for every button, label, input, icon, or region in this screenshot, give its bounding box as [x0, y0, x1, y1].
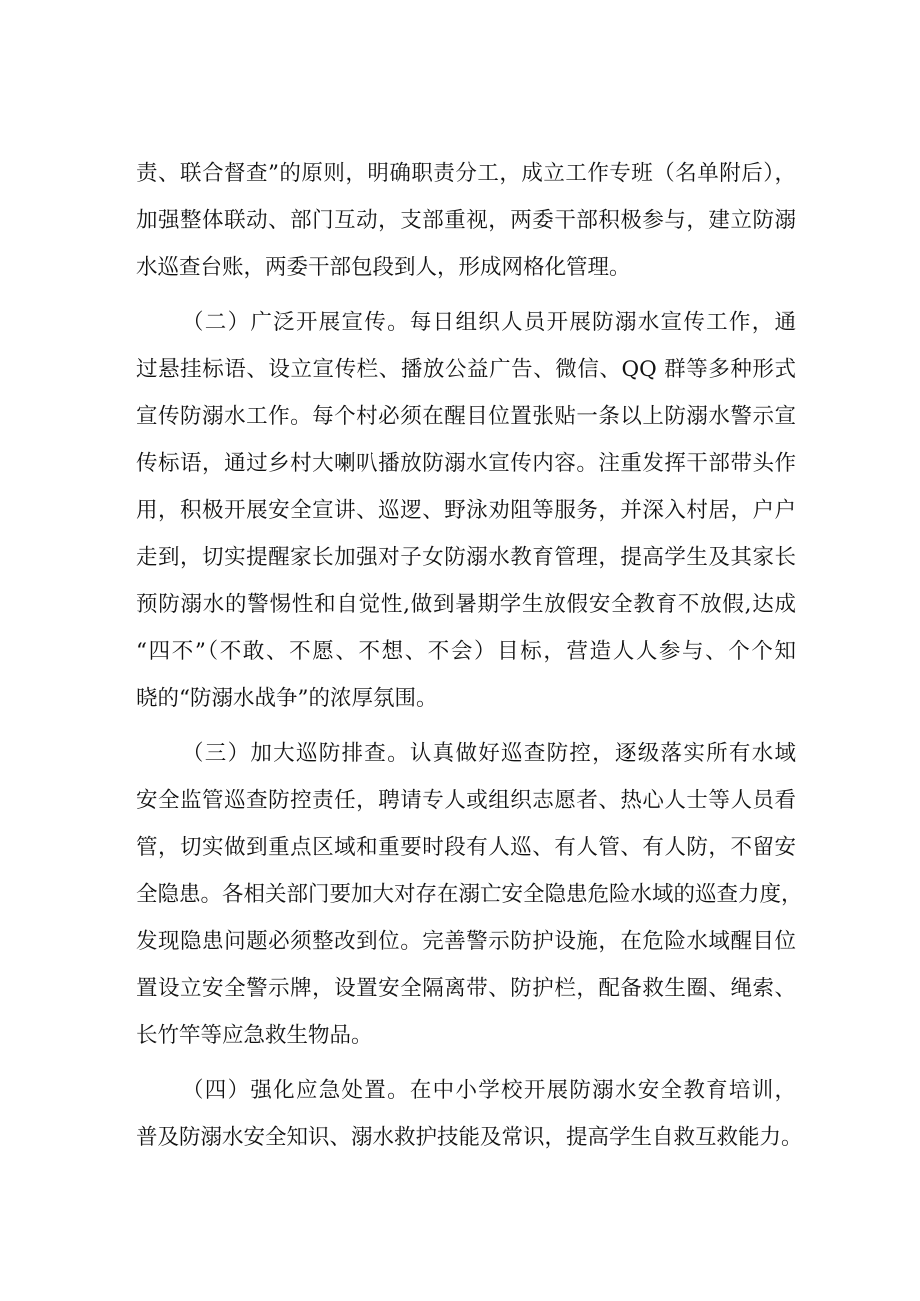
- paragraph-line: 全隐患。各相关部门要加大对存在溺亡安全隐患危险水域的巡查力度，: [136, 882, 803, 907]
- paragraph-line: 责、联合督查”的原则，明确职责分工，成立工作专班（名单附后），: [136, 161, 796, 186]
- paragraph-gap: [136, 291, 796, 299]
- paragraph-3: [136, 730, 803, 1059]
- paragraph-line: 预防溺水的警惕性和自觉性,做到暑期学生放假安全教育不放假,达成: [136, 592, 796, 617]
- paragraph-line: 长竹竿等应急救生物品。: [136, 1023, 373, 1048]
- paragraph-gap: [136, 1059, 796, 1067]
- paragraph-line: 发现隐患问题必须整改到位。完善警示防护设施，在危险水域醒目位: [136, 929, 796, 954]
- paragraph-line: 普及防溺水安全知识、溺水救护技能及常识，提高学生自救互救能力。: [136, 1125, 803, 1150]
- paragraph-line: 安全监管巡查防控责任，聘请专人或组织志愿者、热心人士等人员看: [136, 788, 796, 813]
- paragraph-line: 宣传防溺水工作。每个村必须在醒目位置张贴一条以上防溺水警示宣: [136, 404, 796, 429]
- paragraph-line: （四）强化应急处置。在中小学校开展防溺水安全教育培训，: [182, 1078, 796, 1103]
- paragraph-line: 用，积极开展安全宣讲、巡逻、野泳劝阻等服务，并深入村居，户户: [136, 498, 796, 523]
- paragraph-line: （二）广泛开展宣传。每日组织人员开展防溺水宣传工作，通: [182, 310, 796, 335]
- paragraph-line: （三）加大巡防排查。认真做好巡查防控，逐级落实所有水域: [182, 741, 796, 766]
- paragraph-line: 晓的“防溺水战争”的浓厚氛围。: [136, 686, 438, 711]
- paragraph-line: 加强整体联动、部门互动，支部重视，两委干部积极参与，建立防溺: [136, 208, 796, 233]
- paragraph-gap: [136, 722, 796, 730]
- paragraph-4: [136, 1067, 803, 1161]
- paragraph-1: [136, 150, 796, 291]
- paragraph-line: 水巡查台账，两委干部包段到人，形成网格化管理。: [136, 255, 631, 280]
- paragraph-line: 传标语，通过乡村大喇叭播放防溺水宣传内容。注重发挥干部带头作: [136, 451, 796, 476]
- paragraph-line: 管，切实做到重点区域和重要时段有人巡、有人管、有人防，不留安: [136, 835, 796, 860]
- document-body: [136, 150, 803, 1161]
- paragraph-line: 置设立安全警示牌，设置安全隔离带、防护栏，配备救生圈、绳索、: [136, 976, 796, 1001]
- paragraph-line: “四不”（不敢、不愿、不想、不会）目标，营造人人参与、个个知: [136, 639, 796, 664]
- paragraph-line: 过悬挂标语、设立宣传栏、播放公益广告、微信、QQ 群等多种形式: [136, 357, 796, 382]
- paragraph-line: 走到，切实提醒家长加强对子女防溺水教育管理，提高学生及其家长: [136, 545, 796, 570]
- paragraph-2: [136, 299, 796, 722]
